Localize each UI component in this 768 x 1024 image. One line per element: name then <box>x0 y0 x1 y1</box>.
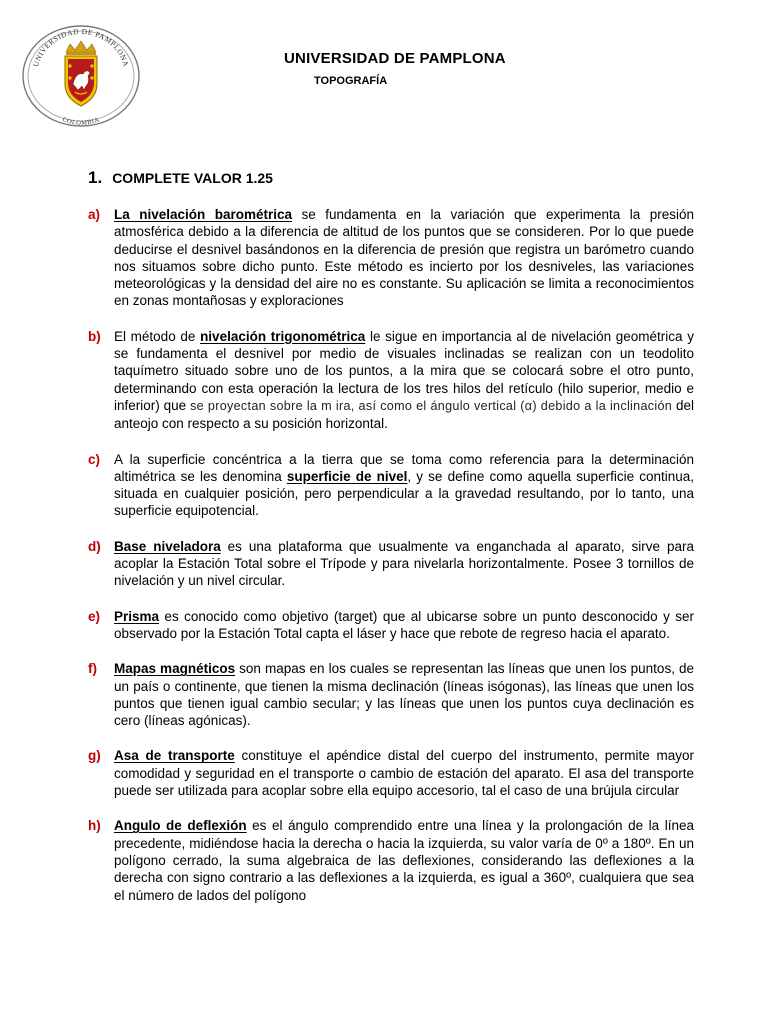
item-letter: a) <box>88 207 101 222</box>
section-number: 1. <box>88 168 103 187</box>
item-thin-text: se proyectan sobre la m ira, así como el ángulo vertical (α) debido a la inclinación <box>190 398 673 413</box>
item-letter: d) <box>88 538 101 554</box>
item-text: A la superficie concéntrica a la tierra que se toma como referencia para la determinación altimétrica se les denomina superficie de nivel, y se define como aquella superficie continua, situada en cualquier posición, pero perpendicular a la gravedad resultando, por lo tanto, una superficie equipotencial. <box>114 451 695 519</box>
item-letter: c) <box>88 451 101 467</box>
seal-top-text: UNIVERSIDAD DE PAMPLONA <box>31 26 131 68</box>
item-term: Angulo de deflexión <box>114 818 247 834</box>
list-item <box>88 817 694 903</box>
list-item <box>88 538 694 590</box>
item-letter: g) <box>88 748 101 764</box>
list-item <box>88 328 694 433</box>
item-text: Base niveladora es una plataforma que usualmente va enganchada al aparato, sirve para acoplar la Estación Total sobre el Trípode y para nivelarla horizontalmente. Posee 3 tornillos de nivelación y un nivel circular. <box>114 538 694 589</box>
item-text: Asa de transporte constituye el apéndice distal del cuerpo del instrumento, permite mayor comodidad y seguridad en el transporte o cambio de estación del aparato. El asa del transporte puede ser utilizada para acoplar sobre ella equipo accesorio, tal el caso de una brújula circular <box>114 748 694 799</box>
section-heading <box>88 168 273 188</box>
item-term: nivelación trigonométrica <box>200 328 366 344</box>
item-text: Angulo de deflexión es el ángulo comprendido entre una línea y la prolongación de la línea precedente, midiéndose hacia la derecha o hacia la izquierda, su valor varía de 0º a 180º. En un polígono cerrado, la suma algebraica de las deflexiones, considerando las deflexiones a la derecha con signo contrario a las deflexiones a la izquierda, es igual a 360º, cualquiera que sea el número de lados del polígono <box>114 818 694 903</box>
answer-list <box>88 206 694 922</box>
item-text: Prisma es conocido como objetivo (target) que al ubicarse sobre un punto desconocido y ser observado por la Estación Total capta el láser y hace que rebote de regreso hacia el aparato. <box>114 608 694 641</box>
list-item <box>88 451 694 520</box>
item-text: La nivelación barométrica se fundamenta en la variación que experimenta la presión atmosférica debido a la diferencia de altitud de los puntos que se consideren. Por lo que puede deducirse el desnivel basándonos en la diferencia de presión que registra un barómetro cuando nos situamos sobre dicho punto. Este método es incierto por los desniveles, las variaciones meteorológicas y la densidad del aire no es constante. Su aplicación se limita a reconocimientos en zonas montañosas y exploraciones <box>114 207 695 309</box>
item-text: El método de nivelación trigonométrica le sigue en importancia al de nivelación geométrica y se fundamenta el desnivel por medio de visuales inclinadas se realizan con un teodolito taquímetro situado sobre uno de los puntos, a la mira que se colocará sobre el otro punto, determinando con esta operación la lectura de los tres hilos del retículo (hilo superior, medio e inferior) que se proyectan sobre la m ira, así como el ángulo vertical (α) debido a la inclinación del anteojo con respecto a su posición horizontal. <box>114 328 694 432</box>
item-term: Asa de transporte <box>114 748 235 764</box>
course-subject: TOPOGRAFÍA <box>314 75 388 87</box>
item-letter: f) <box>88 661 97 677</box>
list-item <box>88 660 694 729</box>
item-letter: b) <box>88 328 101 344</box>
university-seal <box>20 24 142 128</box>
list-item <box>88 747 694 799</box>
item-term: Base niveladora <box>114 538 221 554</box>
section-title: COMPLETE VALOR 1.25 <box>112 170 273 186</box>
item-letter: e) <box>88 608 101 624</box>
item-term: Mapas magnéticos <box>114 661 236 677</box>
university-name: UNIVERSIDAD DE PAMPLONA <box>284 50 506 67</box>
item-term: Prisma <box>114 608 160 624</box>
item-term: La nivelación barométrica <box>114 207 293 222</box>
item-text: Mapas magnéticos son mapas en los cuales se representan las líneas que unen los puntos, de un país o continente, que tienen la misma declinación (líneas isógonas), las líneas que unen los puntos que tienen igual cambio secular; y las líneas que unen los puntos cuya declinación es cero (líneas agónicas). <box>114 661 695 729</box>
list-item <box>88 206 694 310</box>
item-letter: h) <box>88 818 101 834</box>
item-term: superficie de nivel <box>286 468 408 484</box>
list-item <box>88 608 694 643</box>
seal-bottom-text: COLOMBIA <box>61 116 101 127</box>
